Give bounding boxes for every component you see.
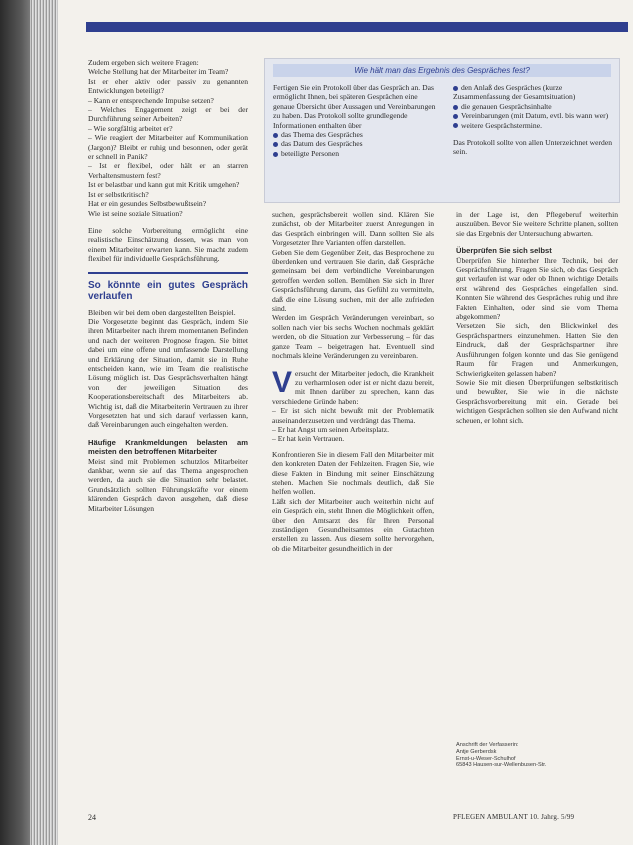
info-box-item: den Anlaß des Gespräches (kurze Zusammenfassung der Gesamtsituation) (453, 83, 576, 102)
author-address (456, 742, 616, 769)
section-rule (88, 272, 248, 274)
info-box-title: Wie hält man das Ergebnis des Gespräches fest? (273, 64, 611, 77)
col1-body: Die Vorgesetzte beginnt das Gespräch, indem Sie ihren Mitarbeiter nach ihrem momentanen Befinden und nach der weiteren Prognose fragen. Sie bittet dabei um eine offene und umfassende Darstellung und Erklärung der Situation, damit sie in Ruhe entscheiden kann, wie im Team die realistische Lösung möglich ist. Das Gesprächsverhalten hängt von der jeweiligen Situation des Kooperationsbereitschaft des Mitarbeiters ab. Wichtig ist, daß die Mitarbeiterin Vertrauen zu ihrer Vorgesetzten hat und sich darauf verlassen kann, daß Vereinbarungen auch eingehalten werden. (88, 316, 248, 430)
bullet-icon (273, 142, 278, 147)
info-box-text: Das Protokoll sollte von allen Unterzeichnet werden sein. (453, 138, 613, 157)
col1-body: Bleiben wir bei dem oben dargestellten Beispiel. (88, 307, 236, 317)
col1-line: – Ist er flexibel, oder hält er an starren Verhaltensmustern fest? (88, 161, 248, 180)
author-line: Anschrift der Verfasserin: (456, 742, 519, 748)
author-line: 65843 Hausen-sur-Wellenbusen-Str. (456, 762, 547, 769)
bullet-icon (453, 105, 458, 110)
info-box-text: Fertigen Sie ein Protokoll über das Gespräch an. Das ermöglicht Ihnen, bei späteren Gesprächen eine genaue Übersicht über Aussagen und Vereinbarungen zu haben. Das Protokoll sollte grundlegende Informationen enthalten über (273, 83, 436, 130)
col1-line: Ist er selbstkritisch? (88, 189, 149, 199)
col1-line: Hat er ein gesundes Selbstbewußtsein? (88, 199, 207, 209)
column-3 (456, 210, 618, 425)
sub-heading: Überprüfen Sie sich selbst (456, 246, 552, 256)
info-box (264, 58, 620, 203)
column-2 (272, 210, 434, 553)
col2-body: Läßt sich der Mitarbeiter auch weiterhin nicht auf ein Gespräch ein, steht Ihnen die Möglichkeit offen, über den Amtsarzt des für Ihren Personal zuständigen Gesundheitsamtes ein Gutachten erstellen zu lassen. Aus diesem sollte hervorgehen, ob die Mitarbeiter gesundheitlich in der (272, 496, 434, 553)
drop-cap: V (272, 365, 293, 399)
bullet-icon (453, 123, 458, 128)
sub-heading: Häufige Krankmeldungen belasten am meisten den betroffenen Mitarbeiter (88, 437, 248, 457)
header-bar (86, 22, 628, 32)
info-box-item: beteiligte Personen (273, 149, 441, 158)
col1-line: Ist er belastbar und kann gut mit Kritik umgehen? (88, 180, 240, 190)
info-box-left (273, 83, 441, 158)
col2-item: – Er ist sich nicht bewußt mit der Problematik auseinanderzusetzen und verdrängt das Thema. (272, 406, 434, 425)
journal-footer: PFLEGEN AMBULANT 10. Jahrg. 5/99 (453, 813, 575, 821)
col1-body: Meist sind mit Problemen schutzlos Mitarbeiter dankbar, wenn sie auf das Thema angesprochen werden, da auch sie die Situation sehr belastet. Grundsätzlich sollten Führungskräfte vor einem klärenden Gespräch davon ausgehen, daß diese Mitarbeiter Lösungen (88, 456, 248, 513)
col2-body: Konfrontieren Sie in diesem Fall den Mitarbeiter mit den konkreten Daten der Fehlzeiten. Fragen Sie, wie diese Fakten in Bindung mit seiner Einschätzung stehen. Machen Sie nochmals deutlich, daß Sie helfen wollen. (272, 449, 434, 497)
bullet-icon (453, 86, 458, 91)
col2-body: Werden im Gespräch Veränderungen vereinbart, so sollen nach vier bis sechs Wochen nochmals geklärt werden, ob die Situation zur Verbesserung – für das ganze Team – beigetragen hat. Eventuell sind nochmals kleine Veränderungen zu vereinbaren. (272, 313, 434, 361)
col1-line: – Welches Engagement zeigt er bei der Durchführung seiner Arbeiten? (88, 105, 248, 124)
col1-line: – Kann er entsprechende Impulse setzen? (88, 95, 214, 105)
col2-item: – Er hat kein Vertrauen. (272, 434, 345, 444)
author-line: Ernst-u-Weser-Schulhof (456, 755, 516, 762)
info-box-item: das Datum des Gespräches (273, 139, 441, 148)
col1-paragraph: Eine solche Vorbereitung ermöglicht eine realistische Einschätzung dessen, was man von einem Mitarbeiter erwarten kann. Sie macht zudem flexibel für individuelle Gesprächsführung. (88, 225, 248, 264)
col3-body: Sowie Sie mit diesen Überprüfungen selbstkritisch und bewußter, Sie wie in die nächste Gesprächsvorbereitung mit ein. Gerade bei wichtigen Gesprächen sollten sie den Aufwand nicht scheuen, er lohnt sich. (456, 377, 618, 425)
col2-body: Geben Sie dem Gegenüber Zeit, das Besprochene zu überdenken und vertrauen Sie darin, daß Gespräche gemeinsam bei dem verbindliche Vereinbarungen getroffen werden sollen. Bemühen Sie sich in Ihrer Gesprächsführung darum, das Gefühl zu vermitteln, daß die eine Lösung suchen, mit der alle zufrieden sind. (272, 247, 434, 314)
col2-dropcap-paragraph: Versucht der Mitarbeiter jedoch, die Krankheit zu verharmlosen oder ist er nicht dazu bereit, mit Ihnen darüber zu sprechen, kann das verschiedene Gründe haben: (272, 365, 434, 406)
column-1 (88, 58, 248, 513)
col1-line: – Wie reagiert der Mitarbeiter auf Kommunikation (Jargon)? Bleibt er ruhig und besonnen, oder gerät er schnell in Panik? (88, 133, 248, 162)
col1-line: Wie ist seine soziale Situation? (88, 208, 183, 218)
bullet-icon (453, 114, 458, 119)
col1-line: Ist er eher aktiv oder passiv zu genannten Entwicklungen beteiligt? (88, 76, 248, 96)
page-number: 24 (88, 813, 96, 822)
col1-line: – Wie sorgfältig arbeitet er? (88, 123, 173, 133)
col3-body: Versetzen Sie sich, den Blickwinkel des Gesprächspartners einzunehmen. Hatten Sie den Eindruck, daß der Gesprächspartner ihre Ausführungen folgen konnte und das Sie genügend Raum für Fragen und Anmerkungen, Schwierigkeiten gelassen haben? (456, 321, 618, 378)
col1-line: Welche Stellung hat der Mitarbeiter im Team? (88, 67, 229, 77)
section-heading: So könnte ein gutes Gespräch verlaufen (88, 279, 248, 303)
bullet-icon (273, 152, 278, 157)
col3-body: Überprüfen Sie hinterher Ihre Technik, bei der Gesprächsführung. Fragen Sie sich, ob das Gespräch gut verlaufen ist war oder ob Ihnen wichtige Details erst während des Gespräches eingefallen sind. Konnten Sie während des Gespräches ruhig und ihre Fakten Einhalten, oder sind sie vom Thema abgekommen? (456, 255, 618, 322)
col1-line: Zudem ergeben sich weitere Fragen: (88, 58, 199, 67)
bullet-icon (273, 133, 278, 138)
page-edges (30, 0, 60, 845)
document-page (58, 0, 633, 845)
info-box-item: Vereinbarungen (mit Datum, evtl. bis wann wer) (453, 111, 613, 120)
col2-item: – Er hat Angst um seinen Arbeitsplatz. (272, 424, 390, 434)
info-box-item: weitere Gesprächstermine. (453, 121, 613, 130)
info-box-right (453, 83, 613, 157)
info-box-item: das Thema des Gespräches (273, 130, 441, 139)
author-line: Antje Gerberdsk (456, 748, 497, 755)
col2-body: suchen, gesprächsbereit wollen sind. Klären Sie zunächst, ob der Mitarbeiter zuerst Anregungen in das Gespräch einbringen will. Dann sollten Sie als Vorgesetzter Ihre Varianten offen darstellen. (272, 210, 434, 248)
col3-body: in der Lage ist, den Pflegeberuf weiterhin auszuüben. Bevor Sie weitere Schritte planen, sollten sie das Ergebnis der Untersuchung abwarten. (456, 210, 618, 238)
info-box-item: die genauen Gesprächsinhalte (453, 102, 613, 111)
